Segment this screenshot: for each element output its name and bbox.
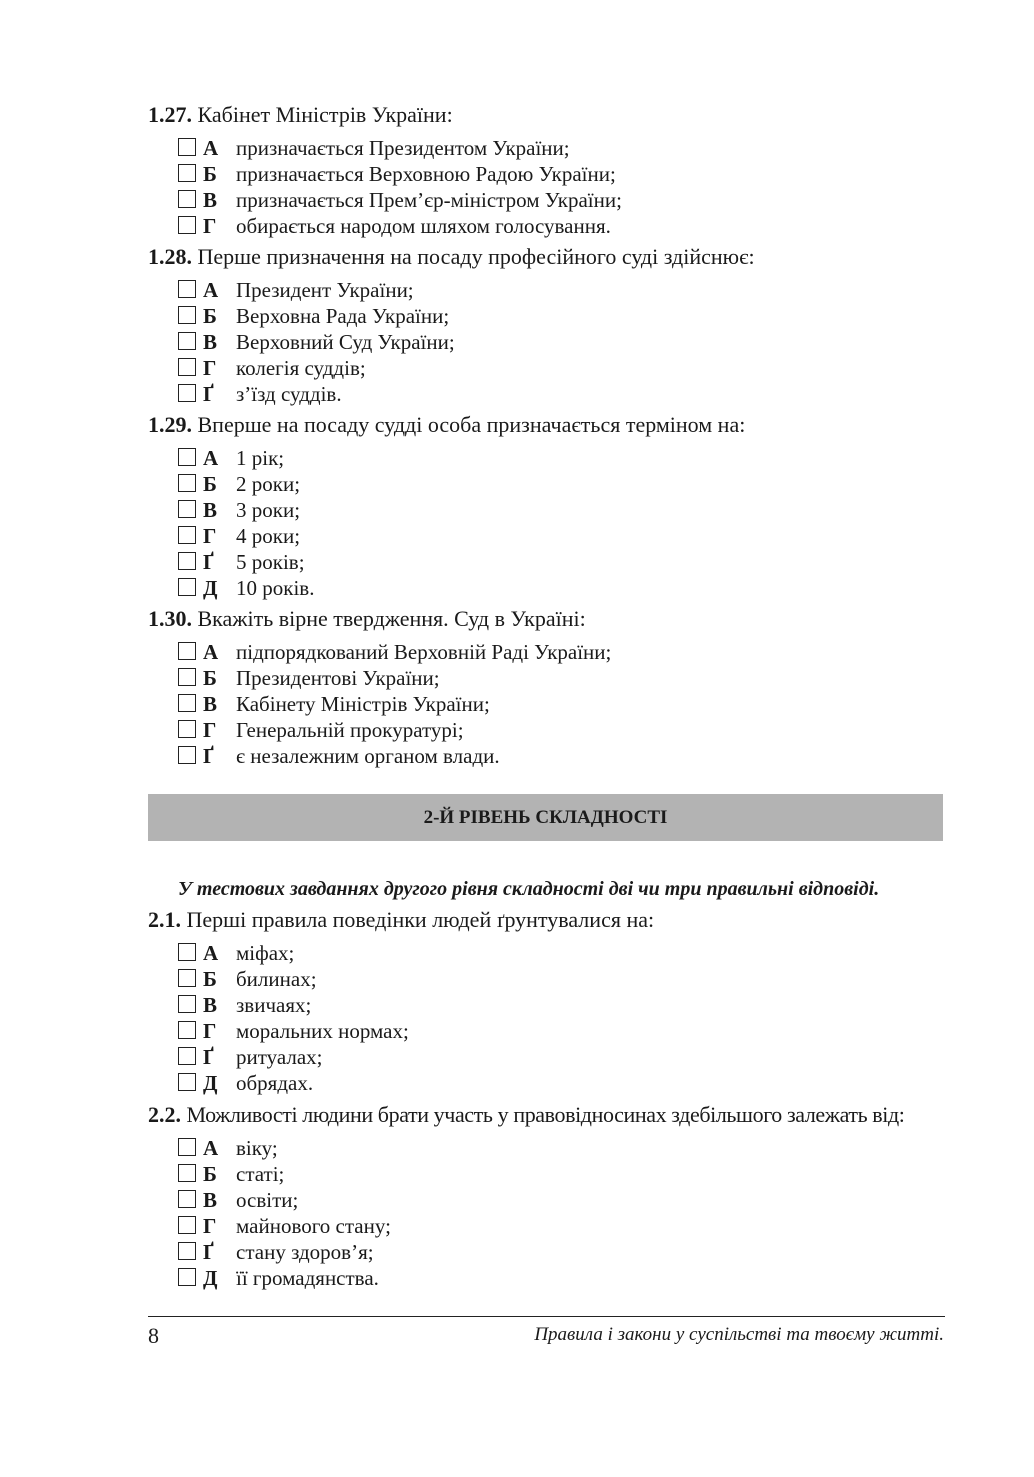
- option-text: з’їзд суддів.: [236, 382, 342, 406]
- answer-checkbox[interactable]: [178, 578, 196, 596]
- answer-checkbox[interactable]: [178, 1242, 196, 1260]
- option-text: Президентові України;: [236, 666, 440, 690]
- option-a[interactable]: [148, 445, 948, 471]
- question-1-29: [148, 412, 948, 601]
- answer-checkbox[interactable]: [178, 384, 196, 402]
- option-b[interactable]: [148, 303, 948, 329]
- option-letter: В: [203, 1188, 218, 1212]
- option-g[interactable]: [148, 1239, 948, 1265]
- question-header: [148, 606, 948, 632]
- answer-checkbox[interactable]: [178, 306, 196, 324]
- option-d[interactable]: [148, 1070, 948, 1096]
- option-letter: Ґ: [203, 1240, 214, 1264]
- option-letter: Б: [203, 162, 217, 186]
- answer-checkbox[interactable]: [178, 500, 196, 518]
- option-letter: В: [203, 330, 218, 354]
- footer-divider: [148, 1316, 945, 1317]
- question-2-1: [148, 907, 948, 1096]
- option-text: 2 роки;: [236, 472, 301, 496]
- option-letter: В: [203, 188, 218, 212]
- option-h[interactable]: [148, 355, 948, 381]
- option-text: стану здоров’я;: [236, 1240, 374, 1264]
- option-letter: Ґ: [203, 550, 214, 574]
- question-1-30: [148, 606, 948, 769]
- page-number: 8: [148, 1323, 159, 1348]
- option-letter: Г: [203, 524, 217, 548]
- option-letter: А: [203, 640, 219, 664]
- answer-checkbox[interactable]: [178, 1073, 196, 1091]
- answer-checkbox[interactable]: [178, 746, 196, 764]
- option-b[interactable]: [148, 471, 948, 497]
- option-letter: Б: [203, 1162, 217, 1186]
- option-g[interactable]: [148, 1044, 948, 1070]
- option-text: міфах;: [236, 941, 295, 965]
- option-h[interactable]: [148, 717, 948, 743]
- answer-checkbox[interactable]: [178, 1216, 196, 1234]
- option-text: статі;: [236, 1162, 285, 1186]
- option-letter: Г: [203, 356, 217, 380]
- question-1-28: [148, 244, 948, 407]
- answer-checkbox[interactable]: [178, 1021, 196, 1039]
- option-text: 4 роки;: [236, 524, 301, 548]
- option-h[interactable]: [148, 1018, 948, 1044]
- answer-checkbox[interactable]: [178, 1138, 196, 1156]
- option-letter: Д: [203, 1071, 218, 1095]
- option-text: майнового стану;: [236, 1214, 391, 1238]
- option-h[interactable]: [148, 213, 948, 239]
- option-text: Кабінету Міністрів України;: [236, 692, 490, 716]
- question-number: 1.29.: [148, 412, 192, 437]
- option-d[interactable]: [148, 575, 948, 601]
- option-a[interactable]: [148, 135, 948, 161]
- option-a[interactable]: [148, 277, 948, 303]
- question-text: Можливості людини брати участь у правовідносинах здебільшого залежать від:: [186, 1102, 905, 1127]
- option-v[interactable]: [148, 992, 948, 1018]
- option-letter: Б: [203, 967, 217, 991]
- question-number: 1.28.: [148, 244, 192, 269]
- option-text: Генеральній прокуратурі;: [236, 718, 464, 742]
- option-letter: Б: [203, 472, 217, 496]
- option-letter: А: [203, 941, 219, 965]
- option-letter: А: [203, 1136, 219, 1160]
- option-v[interactable]: [148, 691, 948, 717]
- option-text: освіти;: [236, 1188, 299, 1212]
- option-b[interactable]: [148, 1161, 948, 1187]
- answer-checkbox[interactable]: [178, 280, 196, 298]
- option-text: обирається народом шляхом голосування.: [236, 214, 611, 238]
- option-letter: В: [203, 692, 218, 716]
- section-title: 2-Й РІВЕНЬ СКЛАДНОСТІ: [423, 806, 668, 828]
- option-a[interactable]: [148, 940, 948, 966]
- question-number: 1.30.: [148, 606, 192, 631]
- option-b[interactable]: [148, 161, 948, 187]
- answer-checkbox[interactable]: [178, 552, 196, 570]
- answer-checkbox[interactable]: [178, 216, 196, 234]
- option-text: 1 рік;: [236, 446, 285, 470]
- option-text: її громадянства.: [236, 1266, 379, 1290]
- running-footer-title: Правила і закони у суспільстві та твоєму житті.: [534, 1324, 944, 1345]
- question-text: Перше призначення на посаду професійного суді здійснює:: [197, 244, 755, 269]
- option-text: віку;: [236, 1136, 278, 1160]
- option-d[interactable]: [148, 1265, 948, 1291]
- question-header: [148, 412, 948, 438]
- option-text: Верховний Суд України;: [236, 330, 455, 354]
- option-letter: Ґ: [203, 744, 214, 768]
- option-text: є незалежним органом влади.: [236, 744, 500, 768]
- answer-checkbox[interactable]: [178, 138, 196, 156]
- section-instruction: У тестових завданнях другого рівня складності дві чи три правильні відповіді.: [178, 878, 880, 900]
- option-h[interactable]: [148, 1213, 948, 1239]
- question-number: 2.2.: [148, 1102, 181, 1127]
- option-g[interactable]: [148, 381, 948, 407]
- option-letter: А: [203, 278, 219, 302]
- answer-checkbox[interactable]: [178, 694, 196, 712]
- question-header: [148, 1102, 948, 1128]
- question-text: Вперше на посаду судді особа призначається терміном на:: [197, 412, 746, 437]
- answer-checkbox[interactable]: [178, 969, 196, 987]
- answer-checkbox[interactable]: [178, 668, 196, 686]
- option-letter: В: [203, 498, 218, 522]
- option-b[interactable]: [148, 966, 948, 992]
- answer-checkbox[interactable]: [178, 995, 196, 1013]
- option-text: Президент України;: [236, 278, 414, 302]
- answer-checkbox[interactable]: [178, 1268, 196, 1286]
- option-letter: Д: [203, 576, 218, 600]
- question-number: 2.1.: [148, 907, 181, 932]
- section-heading-bar: [148, 794, 943, 841]
- answer-checkbox[interactable]: [178, 1190, 196, 1208]
- option-text: звичаях;: [236, 993, 312, 1017]
- option-letter: Б: [203, 666, 217, 690]
- option-g[interactable]: [148, 743, 948, 769]
- question-text: Перші правила поведінки людей ґрунтувалися на:: [186, 907, 655, 932]
- answer-checkbox[interactable]: [178, 1047, 196, 1065]
- option-letter: Г: [203, 214, 217, 238]
- option-v[interactable]: [148, 497, 948, 523]
- option-letter: Б: [203, 304, 217, 328]
- option-text: призначається Верховною Радою України;: [236, 162, 616, 186]
- answer-checkbox[interactable]: [178, 332, 196, 350]
- question-header: [148, 907, 948, 933]
- option-text: колегія суддів;: [236, 356, 366, 380]
- option-letter: А: [203, 446, 219, 470]
- question-text: Кабінет Міністрів України:: [197, 102, 453, 127]
- option-text: обрядах.: [236, 1071, 314, 1095]
- option-text: призначається Президентом України;: [236, 136, 570, 160]
- option-letter: Г: [203, 718, 217, 742]
- answer-checkbox[interactable]: [178, 358, 196, 376]
- option-letter: Ґ: [203, 1045, 214, 1069]
- option-letter: Г: [203, 1214, 217, 1238]
- answer-checkbox[interactable]: [178, 720, 196, 738]
- option-a[interactable]: [148, 1135, 948, 1161]
- option-g[interactable]: [148, 549, 948, 575]
- option-v[interactable]: [148, 187, 948, 213]
- answer-checkbox[interactable]: [178, 943, 196, 961]
- answer-checkbox[interactable]: [178, 526, 196, 544]
- answer-checkbox[interactable]: [178, 190, 196, 208]
- question-number: 1.27.: [148, 102, 192, 127]
- question-header: [148, 244, 948, 270]
- option-letter: В: [203, 993, 218, 1017]
- option-h[interactable]: [148, 523, 948, 549]
- answer-checkbox[interactable]: [178, 448, 196, 466]
- option-text: 10 років.: [236, 576, 315, 600]
- option-letter: Г: [203, 1019, 217, 1043]
- option-v[interactable]: [148, 329, 948, 355]
- option-text: моральних нормах;: [236, 1019, 409, 1043]
- answer-checkbox[interactable]: [178, 164, 196, 182]
- option-letter: А: [203, 136, 219, 160]
- question-text: Вкажіть вірне твердження. Суд в Україні:: [197, 606, 586, 631]
- option-text: призначається Прем’єр-міністром України;: [236, 188, 622, 212]
- question-header: [148, 102, 948, 128]
- option-a[interactable]: [148, 639, 948, 665]
- option-b[interactable]: [148, 665, 948, 691]
- option-text: 3 роки;: [236, 498, 301, 522]
- option-text: Верховна Рада України;: [236, 304, 450, 328]
- option-letter: Ґ: [203, 382, 214, 406]
- answer-checkbox[interactable]: [178, 1164, 196, 1182]
- question-1-27: [148, 102, 948, 239]
- option-text: ритуалах;: [236, 1045, 323, 1069]
- option-letter: Д: [203, 1266, 218, 1290]
- option-text: підпорядкований Верховній Раді України;: [236, 640, 612, 664]
- answer-checkbox[interactable]: [178, 642, 196, 660]
- option-text: билинах;: [236, 967, 317, 991]
- option-text: 5 років;: [236, 550, 305, 574]
- answer-checkbox[interactable]: [178, 474, 196, 492]
- question-2-2: [148, 1102, 948, 1291]
- option-v[interactable]: [148, 1187, 948, 1213]
